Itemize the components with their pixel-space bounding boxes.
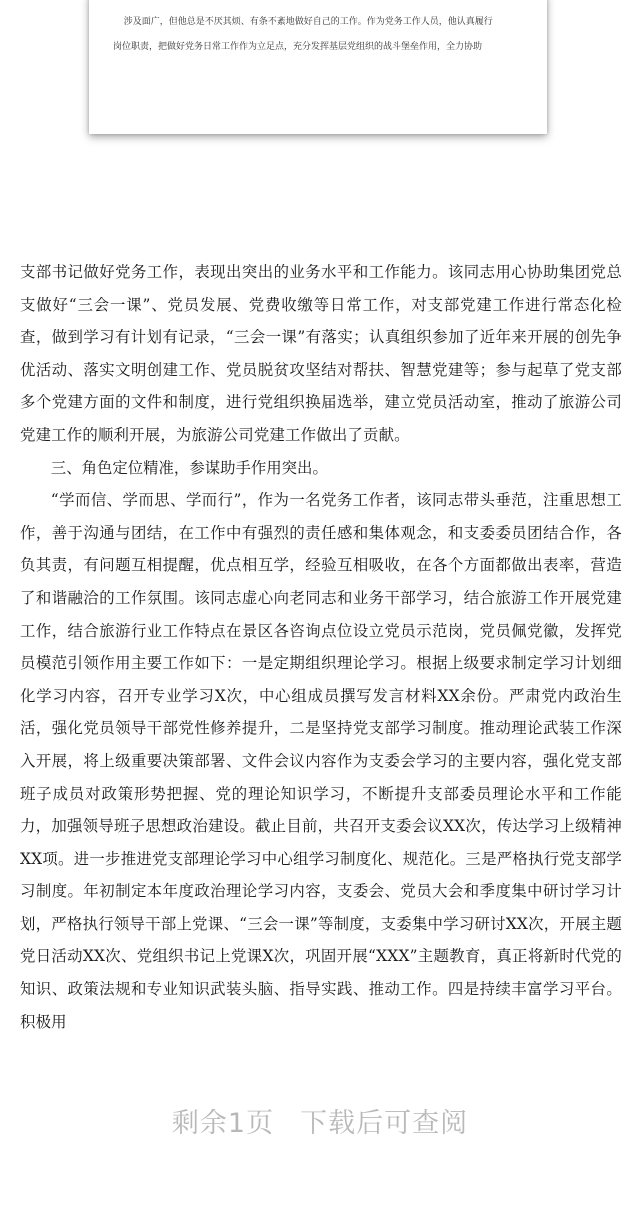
remaining-pages-label: 剩余1页	[171, 1108, 275, 1139]
document-body	[20, 256, 622, 1038]
body-paragraph-1: 支部书记做好党务工作，表现出突出的业务水平和工作能力。该同志用心协助集团党总支做好“三会一课”、党员发展、党费收缴等日常工作，对支部党建工作进行常态化检查，做到学习有计划有记录，“三会一课”有落实；认真组织参加了近年来开展的创先争优活动、落实文明创建工作、党员脱贫攻坚结对帮扶、智慧党建等；参与起草了党支部多个党建方面的文件和制度，进行党组织换届选举，建立党员活动室，推动了旅游公司党建工作的顺利开展，为旅游公司党建工作做出了贡献。	[20, 263, 622, 444]
preview-page-card	[89, 0, 547, 134]
body-paragraph-2: “学而信、学而思、学而行”，作为一名党务工作者，该同志带头垂范，注重思想工作，善于沟通与团结，在工作中有强烈的责任感和集体观念，和支委委员团结合作，各负其责，有问题互相提醒，优点相互学，经验互相吸收，在各个方面都做出表率，营造了和谐融洽的工作氛围。该同志虚心向老同志和业务干部学习，结合旅游工作开展党建工作，结合旅游行业工作特点在景区各咨询点位设立党员示范岗，党员佩党徽，发挥党员模范引领作用主要工作如下：一是定期组织理论学习。根据上级要求制定学习计划细化学习内容，召开专业学习X次，中心组成员撰写发言材料XX余份。严肃党内政治生活，强化党员领导干部党性修养提升，二是坚持党支部学习制度。推动理论武装工作深入开展，将上级重要决策部署、文件会议内容作为支委会学习的主要内容，强化党支部班子成员对政策形势把握、党的理论知识学习，不断提升支部委员理论水平和工作能力，加强领导班子思想政治建设。截止目前，共召开支委会议XX次，传达学习上级精神XX项。进一步推进党支部理论学习中心组学习制度化、规范化。三是严格执行党支部学习制度。年初制定本年度政治理论学习内容，支委会、党员大会和季度集中研讨学习计划，严格执行领导干部上党课、“三会一课”等制度，支委集中学习研讨XX次，开展主题党日活动XX次、党组织书记上党课X次，巩固开展“XXX”主题教育，真正将新时代党的知识、政策法规和专业知识武装头脑、指导实践、推动工作。四是持续丰富学习平台。积极用	[20, 491, 622, 1031]
section-heading-3: 三、角色定位精准，参谋助手作用突出。	[50, 458, 328, 477]
preview-line-2: 岗位职责，把做好党务日常工作作为立足点，充分发挥基层党组织的战斗堡垒作用，全力协助	[113, 42, 483, 52]
download-prompt[interactable]	[0, 1101, 640, 1140]
download-to-view-label: 下载后可查阅	[300, 1108, 469, 1139]
preview-line-1: 涉及面广，但他总是不厌其烦、有条不紊地做好自己的工作。作为党务工作人员，他认真履行	[123, 17, 493, 27]
